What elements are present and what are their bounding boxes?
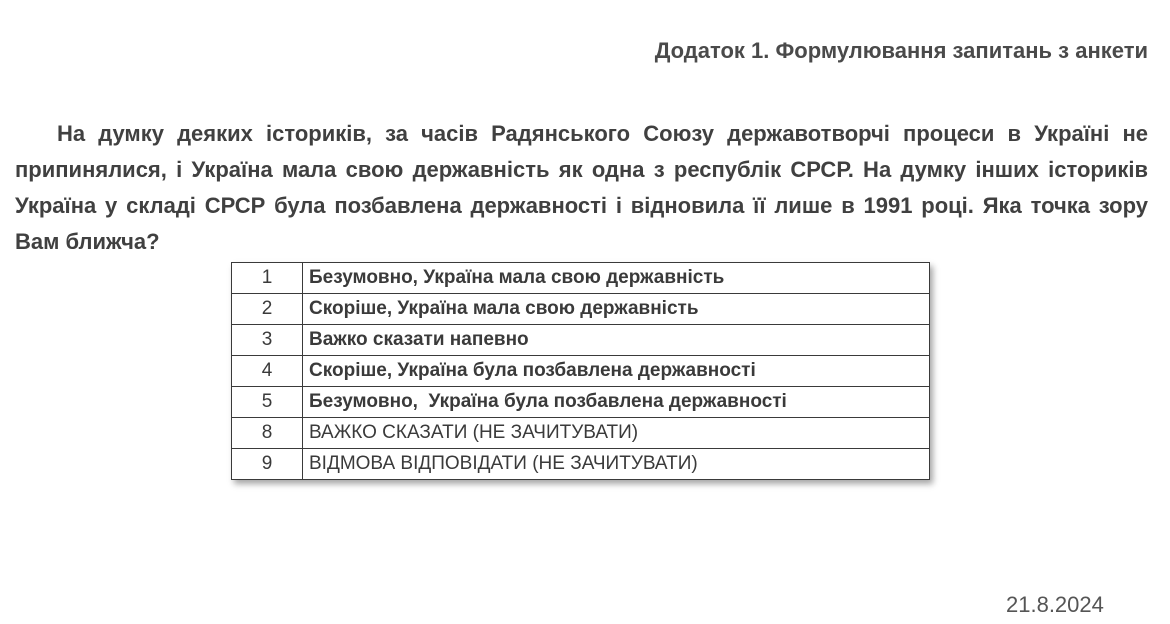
answer-row <box>232 294 930 325</box>
answer-row <box>232 418 930 449</box>
answer-label: Безумовно, Україна була позбавлена державності <box>303 387 930 418</box>
answer-code: 1 <box>232 263 303 294</box>
answer-code: 2 <box>232 294 303 325</box>
answer-row <box>232 356 930 387</box>
answer-code: 5 <box>232 387 303 418</box>
answer-row <box>232 449 930 480</box>
answer-label: Скоріше, Україна мала свою державність <box>303 294 930 325</box>
answer-label: Безумовно, Україна мала свою державність <box>303 263 930 294</box>
answer-options-table <box>231 262 930 480</box>
answer-code: 3 <box>232 325 303 356</box>
answer-row <box>232 387 930 418</box>
survey-question: На думку деяких істориків, за часів Радянського Союзу державотворчі процеси в Україні не припинялися, і Україна мала свою державність як одна з республік СРСР. На думку інших істориків Україна у складі СРСР була позбавлена державності і відновила її лише в 1991 році. Яка точка зору Вам ближча? <box>15 121 1148 254</box>
slide-date: 21.8.2024 <box>1006 592 1104 617</box>
answer-label: ВАЖКО СКАЗАТИ (НЕ ЗАЧИТУВАТИ) <box>303 418 930 449</box>
answer-label: ВІДМОВА ВІДПОВІДАТИ (НЕ ЗАЧИТУВАТИ) <box>303 449 930 480</box>
answer-code: 9 <box>232 449 303 480</box>
answer-row <box>232 263 930 294</box>
answer-code: 8 <box>232 418 303 449</box>
answer-label: Важко сказати напевно <box>303 325 930 356</box>
answer-code: 4 <box>232 356 303 387</box>
appendix-heading: Додаток 1. Формулювання запитань з анкети <box>654 38 1148 63</box>
answer-row <box>232 325 930 356</box>
answer-label: Скоріше, Україна була позбавлена державності <box>303 356 930 387</box>
